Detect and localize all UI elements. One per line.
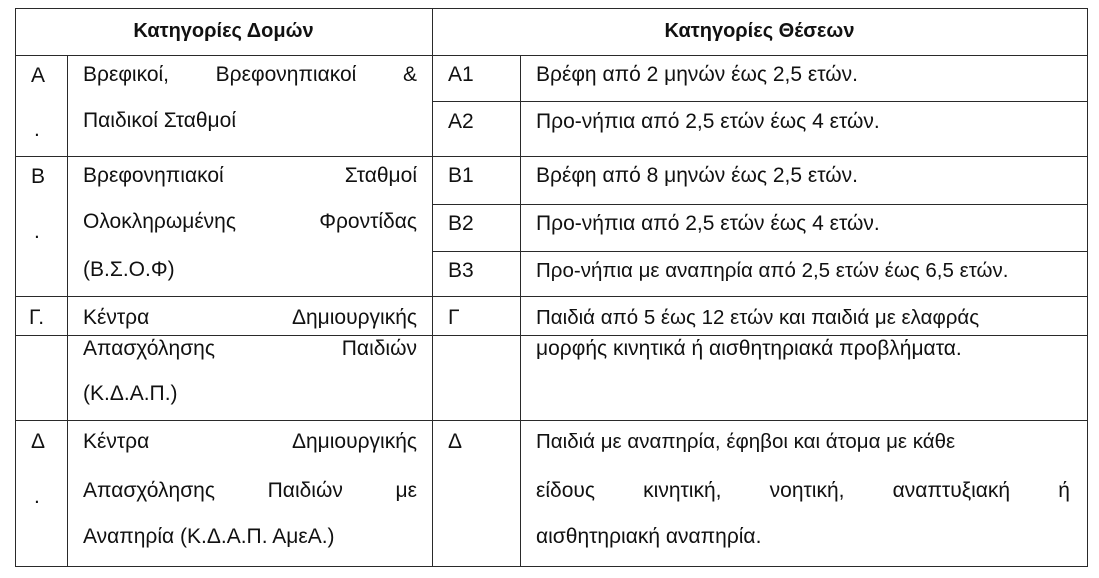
- desc-word: Φροντίδας: [319, 210, 417, 233]
- rule: [67, 55, 68, 567]
- group-letter-d: Δ: [31, 430, 46, 453]
- rule: [432, 204, 1087, 205]
- rule: [15, 420, 1087, 421]
- desc-word: Κέντρα: [83, 430, 150, 453]
- group-letter-a-dot: .: [34, 118, 40, 141]
- group-d-desc-line1: [83, 430, 417, 454]
- position-g-line2: μορφής κινητικά ή αισθητηριακά προβλήματα.: [536, 337, 962, 360]
- group-letter-b: Β: [31, 165, 46, 188]
- rule: [520, 55, 521, 567]
- desc-word: Απασχόλησης: [83, 479, 215, 502]
- desc-word: Βρεφονηπιακοί: [215, 63, 357, 86]
- code-b3: Β3: [448, 259, 474, 282]
- group-letter-g: Γ.: [29, 306, 45, 329]
- header-positions: Κατηγορίες Θέσεων: [664, 20, 855, 42]
- group-b-desc-line1: [83, 164, 417, 188]
- desc-word: Κέντρα: [83, 306, 150, 329]
- group-b-desc-line2: [83, 210, 417, 234]
- rule: [15, 566, 1087, 567]
- code-a2: Α2: [448, 110, 474, 133]
- desc-word: Βρεφικοί,: [83, 63, 170, 86]
- group-d-desc-line3: Αναπηρία (Κ.Δ.Α.Π. ΑμεΑ.): [83, 525, 335, 548]
- desc-word: Απασχόλησης: [83, 337, 215, 360]
- group-g-desc-line3: (Κ.Δ.Α.Π.): [83, 382, 178, 405]
- rule: [15, 8, 1087, 9]
- position-word: νοητική,: [769, 479, 845, 502]
- group-letter-d-dot: .: [34, 485, 40, 508]
- position-b3: Προ-νήπια με αναπηρία από 2,5 ετών έως 6,5 ετών.: [536, 259, 1009, 282]
- rule: [15, 296, 1087, 297]
- position-word: κινητική,: [643, 479, 722, 502]
- group-a-desc-line2: Παιδικοί Σταθμοί: [83, 109, 236, 132]
- desc-word: Δημιουργικής: [291, 430, 417, 453]
- position-word: αναπτυξιακή: [892, 479, 1011, 502]
- rule: [432, 8, 433, 567]
- group-g-desc-line1: [83, 306, 417, 330]
- position-a2: Προ-νήπια από 2,5 ετών έως 4 ετών.: [536, 110, 880, 133]
- position-b1: Βρέφη από 8 μηνών έως 2,5 ετών.: [536, 164, 858, 187]
- position-d-line1: Παιδιά με αναπηρία, έφηβοι και άτομα με κάθε: [536, 430, 956, 453]
- desc-word: Βρεφονηπιακοί: [83, 164, 224, 187]
- rule: [15, 8, 16, 567]
- group-b-desc-line3: (Β.Σ.Ο.Φ): [83, 258, 175, 281]
- code-a1: Α1: [448, 63, 474, 86]
- group-letter-b-dot: .: [34, 220, 40, 243]
- desc-word: Ολοκληρωμένης: [83, 210, 236, 233]
- desc-word: με: [395, 479, 417, 502]
- desc-word: Σταθμοί: [344, 164, 417, 187]
- group-a-desc-line1: [83, 63, 417, 87]
- position-word: είδους: [536, 479, 596, 502]
- group-g-desc-line2: [83, 337, 417, 361]
- desc-word: Παιδιών: [341, 337, 417, 360]
- desc-word: Δημιουργικής: [291, 306, 417, 329]
- position-g-line1: Παιδιά από 5 έως 12 ετών και παιδιά με ελαφράς: [536, 306, 980, 329]
- desc-word: &: [402, 63, 417, 86]
- code-b1: Β1: [448, 164, 474, 187]
- position-b2: Προ-νήπια από 2,5 ετών έως 4 ετών.: [536, 212, 880, 235]
- position-a1: Βρέφη από 2 μηνών έως 2,5 ετών.: [536, 63, 858, 86]
- code-d: Δ: [448, 430, 463, 453]
- rule: [15, 335, 1087, 336]
- rule: [1087, 8, 1088, 567]
- rule: [15, 55, 1087, 56]
- rule: [15, 156, 1087, 157]
- rule: [432, 251, 1087, 252]
- header-structures: Κατηγορίες Δομών: [133, 20, 314, 42]
- code-g: Γ: [448, 306, 460, 329]
- desc-word: Παιδιών: [267, 479, 343, 502]
- group-d-desc-line2: [83, 479, 417, 503]
- rule: [432, 101, 1087, 102]
- position-d-line3: αισθητηριακή αναπηρία.: [536, 525, 762, 548]
- position-word: ή: [1058, 479, 1070, 502]
- code-b2: Β2: [448, 212, 474, 235]
- position-d-line2: [536, 479, 1070, 503]
- group-letter-a: Α: [31, 64, 46, 87]
